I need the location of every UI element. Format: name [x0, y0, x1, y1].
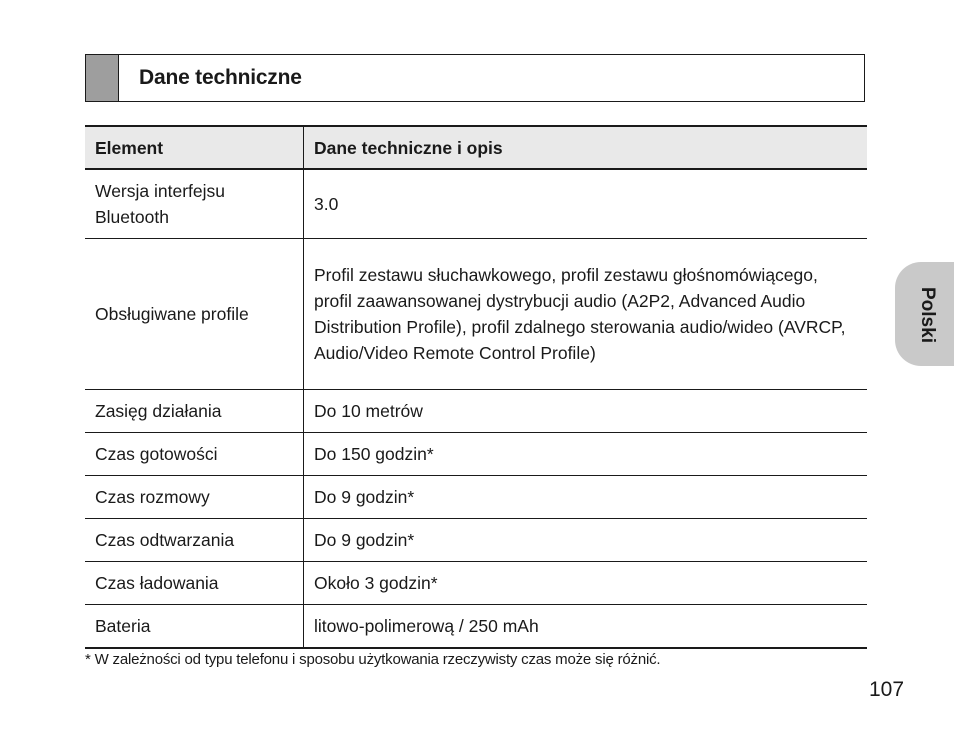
language-tab-label: Polski: [917, 287, 938, 343]
row-value: Do 9 godzin*: [314, 530, 415, 550]
row-value: Do 9 godzin*: [314, 487, 415, 507]
row-value: litowo-polimerową / 250 mAh: [314, 616, 539, 636]
table-row: [85, 562, 867, 605]
language-tab: [895, 262, 954, 366]
section-header: [85, 54, 865, 102]
table-row: [85, 390, 867, 433]
row-value: Do 10 metrów: [314, 401, 423, 421]
row-element: Obsługiwane profile: [85, 239, 304, 390]
row-element: Bateria: [85, 605, 304, 649]
table-row: [85, 476, 867, 519]
footnote: * W zależności od typu telefonu i sposobu użytkowania rzeczywisty czas może się różnić.: [85, 651, 661, 668]
row-value: Do 150 godzin*: [314, 444, 434, 464]
row-value: 3.0: [314, 194, 339, 214]
table-row: [85, 519, 867, 562]
row-element: Wersja interfejsu Bluetooth: [85, 169, 304, 239]
spec-table: [85, 125, 867, 649]
table-row: [85, 605, 867, 649]
row-element: Zasięg działania: [85, 390, 304, 433]
row-element: Czas ładowania: [85, 562, 304, 605]
row-element: Czas rozmowy: [85, 476, 304, 519]
row-element: Czas gotowości: [85, 433, 304, 476]
section-marker: [86, 55, 119, 101]
header-element: Element: [85, 126, 304, 169]
section-title: Dane techniczne: [139, 66, 302, 89]
row-value: Około 3 godzin*: [314, 573, 438, 593]
table-header-row: [85, 126, 867, 169]
table-row: [85, 169, 867, 239]
table-row: [85, 239, 867, 390]
row-element: Czas odtwarzania: [85, 519, 304, 562]
row-value: Profil zestawu słuchawkowego, profil zestawu głośnomówiącego, profil zaawansowanej dystrybucji audio (A2P2, Advanced Audio Distribution Profile), profil zdalnego sterowania audio/wideo (AVRCP, Audio/Video Remote Control Profile): [314, 265, 846, 363]
page-number: 107: [869, 678, 905, 701]
table-row: [85, 433, 867, 476]
header-description: Dane techniczne i opis: [314, 137, 503, 158]
